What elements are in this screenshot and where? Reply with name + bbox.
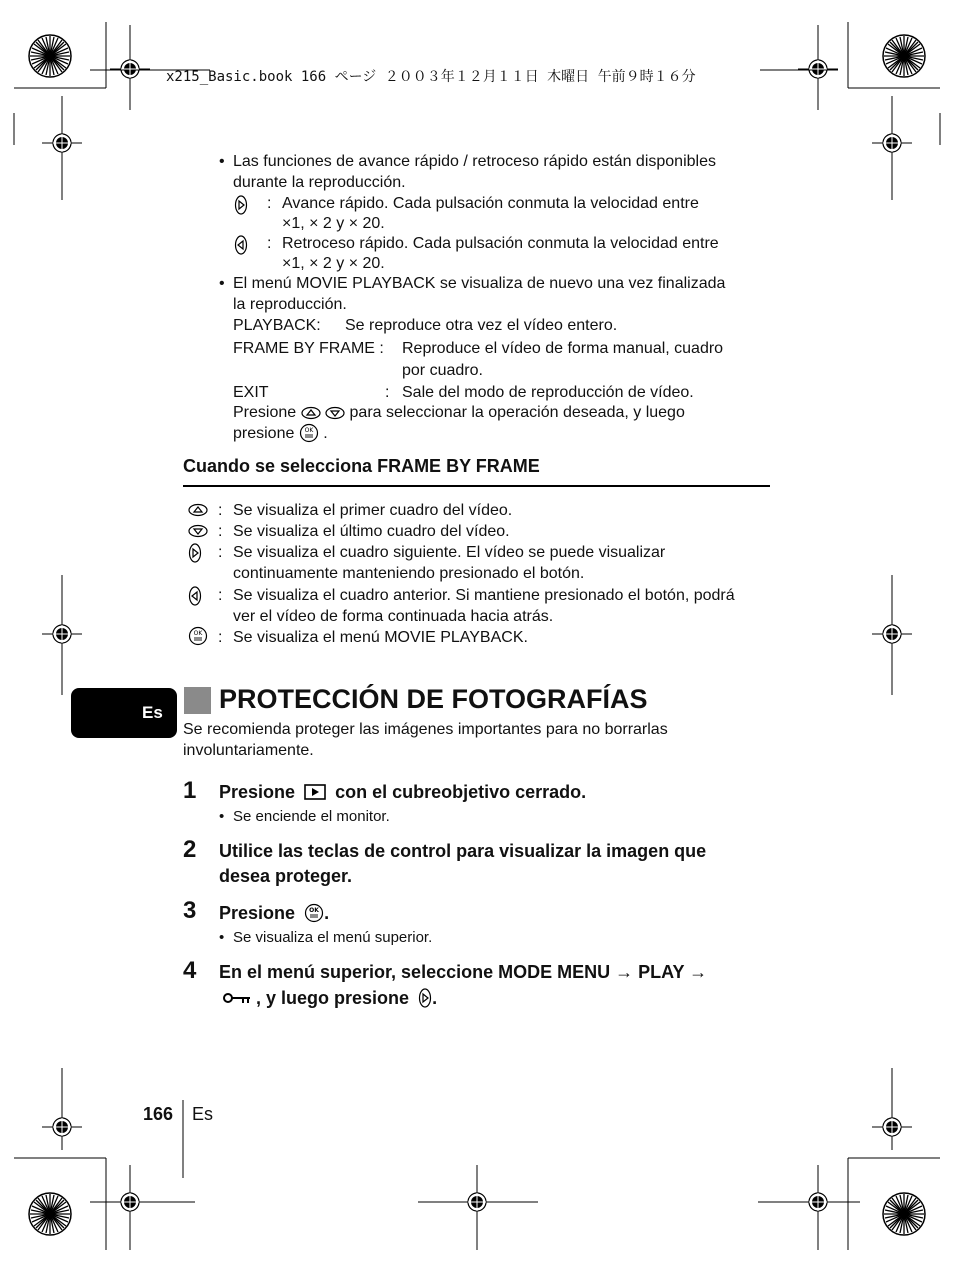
- bullet-dot: •: [219, 153, 225, 170]
- exit-desc: Sale del modo de reproducción de vídeo.: [402, 384, 694, 401]
- arrow-right-button-icon: [418, 988, 432, 1008]
- frame-row-text: Se visualiza el cuadro anterior. Si mantiene presionado el botón, podrá: [233, 587, 735, 604]
- frame-row-text: continuamente manteniendo presionado el botón.: [233, 565, 585, 582]
- press-text: Presione: [233, 404, 297, 421]
- colon: :: [218, 502, 223, 519]
- bullet-text: Las funciones de avance rápido / retroceso rápido están disponibles: [233, 153, 716, 170]
- intro-text: involuntariamente.: [183, 742, 314, 759]
- bullet-text: la reproducción.: [233, 296, 347, 313]
- ok-menu-button-icon: [299, 423, 319, 443]
- bullet-dot: •: [219, 275, 225, 292]
- step-number: 4: [183, 957, 197, 984]
- frame-row-text: Se visualiza el primer cuadro del vídeo.: [233, 502, 513, 519]
- section-rule: [183, 485, 770, 487]
- ok-menu-button-icon: [304, 903, 324, 923]
- step-text: En el menú superior, seleccione MODE MENU → PLAY →: [219, 962, 708, 982]
- colon: :: [267, 235, 272, 252]
- colon: :: [267, 195, 272, 212]
- frame-row-text: ver el vídeo de forma continuada hacia atrás.: [233, 608, 554, 625]
- fbf-label: FRAME BY FRAME :: [233, 340, 384, 357]
- frame-row-text: Se visualiza el menú MOVIE PLAYBACK.: [233, 629, 528, 646]
- arrow-right-button-icon: [234, 195, 248, 215]
- exit-label: EXIT: [233, 384, 269, 401]
- arrow-up-button-icon: [188, 503, 208, 517]
- rw-desc: ×1, × 2 y × 20.: [282, 255, 385, 272]
- svg-text:OK: OK: [193, 630, 203, 637]
- fbf-desc: por cuadro.: [402, 362, 483, 379]
- print-header: x215_Basic.book 166 ページ ２００３年１２月１１日 木曜日 午前９時１６分: [166, 69, 696, 85]
- fbf-desc: Reproduce el vídeo de forma manual, cuadro: [402, 340, 724, 357]
- colon: :: [218, 523, 223, 540]
- ff-desc: Avance rápido. Cada pulsación conmuta la velocidad entre: [282, 195, 699, 212]
- intro-text: Se recomienda proteger las imágenes importantes para no borrarlas: [183, 721, 668, 738]
- press-text: presione: [233, 425, 295, 442]
- page-number: 166: [143, 1104, 174, 1124]
- bullet-text: El menú MOVIE PLAYBACK se visualiza de nuevo una vez finalizada: [233, 275, 726, 292]
- step-text: [219, 901, 329, 926]
- language-tab: [71, 688, 177, 738]
- playback-label: PLAYBACK:: [233, 317, 321, 334]
- bullet-dot: •: [219, 929, 225, 946]
- arrow-left-button-icon: [234, 235, 248, 255]
- press-line: [233, 402, 685, 423]
- frame-row-text: Se visualiza el último cuadro del vídeo.: [233, 523, 510, 540]
- step-text-part: Presione: [219, 782, 296, 802]
- bullet-dot: •: [219, 808, 225, 825]
- step-text: [223, 986, 437, 1011]
- press-text: .: [323, 425, 328, 442]
- step-text-part: .: [324, 903, 330, 923]
- page-heading: PROTECCIÓN DE FOTOGRAFÍAS: [219, 684, 648, 714]
- step-text-part: Presione: [219, 903, 296, 923]
- arrow-right-button-icon: [188, 543, 202, 563]
- colon: :: [218, 587, 223, 604]
- language-tab-label: Es: [142, 703, 163, 722]
- step-text-part: , y luego presione: [256, 988, 410, 1008]
- step-note: Se visualiza el menú superior.: [233, 929, 433, 946]
- bullet-text: durante la reproducción.: [233, 174, 406, 191]
- step-number: 2: [183, 836, 197, 863]
- playback-button-icon: [304, 784, 326, 800]
- colon: :: [218, 544, 223, 561]
- arrow-up-button-icon: [301, 406, 321, 420]
- heading-square: [184, 687, 211, 714]
- svg-text:OK: OK: [309, 907, 319, 914]
- press-line: [233, 423, 328, 444]
- press-text: para seleccionar la operación deseada, y luego: [349, 404, 685, 421]
- colon: :: [385, 384, 390, 401]
- rw-desc: Retroceso rápido. Cada pulsación conmuta la velocidad entre: [282, 235, 719, 252]
- step-number: 1: [183, 777, 197, 804]
- step-text-part: .: [432, 988, 438, 1008]
- svg-text:OK: OK: [304, 427, 314, 434]
- colon: :: [218, 629, 223, 646]
- step-text-part: con el cubreobjetivo cerrado.: [335, 782, 587, 802]
- ff-desc: ×1, × 2 y × 20.: [282, 215, 385, 232]
- step-text: desea proteger.: [219, 866, 353, 886]
- step-note: Se enciende el monitor.: [233, 808, 390, 825]
- arrow-down-button-icon: [325, 406, 345, 420]
- frame-row-text: Se visualiza el cuadro siguiente. El vídeo se puede visualizar: [233, 544, 666, 561]
- arrow-down-button-icon: [188, 524, 208, 538]
- arrow-left-button-icon: [188, 586, 202, 606]
- step-text: [219, 780, 586, 805]
- step-text: Utilice las teclas de control para visualizar la imagen que: [219, 841, 707, 861]
- footer-lang: Es: [192, 1104, 214, 1124]
- ok-menu-button-icon: [188, 626, 208, 646]
- step-number: 3: [183, 897, 197, 924]
- protect-key-icon: [223, 992, 251, 1004]
- section-title: Cuando se selecciona FRAME BY FRAME: [183, 456, 540, 476]
- playback-desc: Se reproduce otra vez el vídeo entero.: [345, 317, 618, 334]
